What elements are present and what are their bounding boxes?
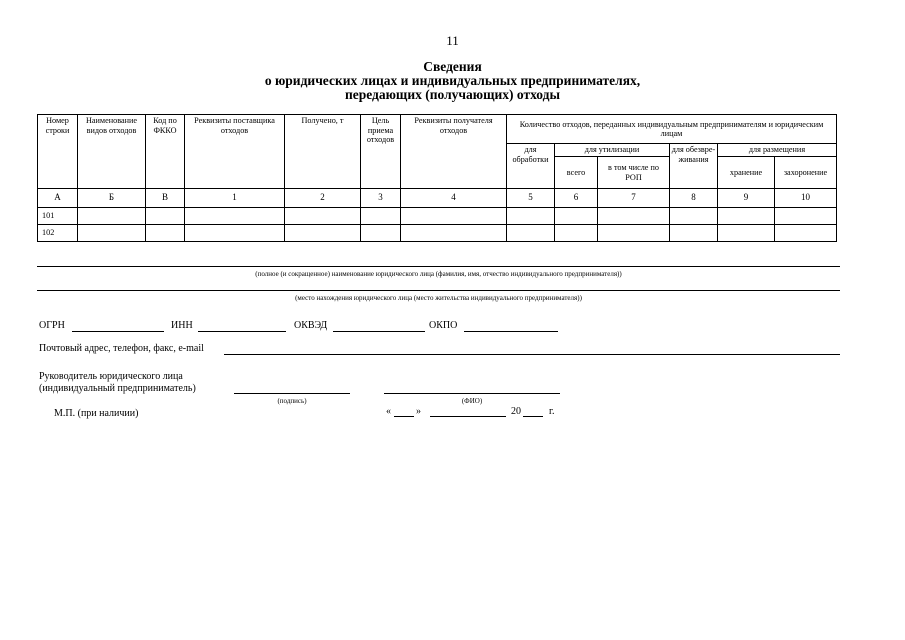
head-label-line-1: Руководитель юридического лица [39,371,183,382]
table-cell[interactable] [401,208,507,225]
title-line-3: передающих (получающих) отходы [344,87,561,102]
index-cell: А [38,189,78,208]
inn-label: ИНН [171,320,193,331]
table-row [38,225,837,242]
table-cell[interactable] [718,225,775,242]
header-waste-name: Наименование видов отходов [78,115,146,189]
full-name-caption: (полное (и сокращенное) наименование юридического лица (фамилия, имя, отчество индивидуального предпринимателя)) [255,270,622,278]
location-line[interactable] [37,290,840,291]
index-cell: 4 [401,189,507,208]
full-name-line[interactable] [37,266,840,267]
column-index-row [38,189,837,208]
row-number-cell: 102 [38,225,78,242]
table-cell[interactable] [146,225,185,242]
header-quantity-transferred: Количество отходов, переданных индивидуальным предпринимателям и юридическим лицам [507,115,837,144]
fio-field[interactable] [384,393,560,394]
header-for-neutralization: для обезвре-живания [670,144,718,189]
header-for-utilization: для утилизации [555,144,670,157]
inn-field[interactable] [198,331,286,332]
table-cell[interactable] [78,208,146,225]
okved-label: ОКВЭД [294,320,328,331]
index-cell: 8 [670,189,718,208]
signature-field[interactable] [234,393,350,394]
table-row [38,208,837,225]
date-quote-open: « [386,406,391,417]
table-cell[interactable] [146,208,185,225]
header-recipient-details: Реквизиты получателя отходов [401,115,507,189]
index-cell: В [146,189,185,208]
location-caption: (место нахождения юридического лица (место жительства индивидуального предпринимателя)) [295,294,582,302]
index-cell: 5 [507,189,555,208]
index-cell: 10 [775,189,837,208]
table-cell[interactable] [401,225,507,242]
okpo-label: ОКПО [429,320,458,331]
table-cell[interactable] [718,208,775,225]
header-fkko-code: Код по ФККО [146,115,185,189]
title-line-2: о юридических лицах и индивидуальных предпринимателях, [264,73,641,88]
table-cell[interactable] [285,208,361,225]
okved-field[interactable] [333,331,425,332]
index-cell: 1 [185,189,285,208]
table-cell[interactable] [775,225,837,242]
date-year-field[interactable] [523,416,543,417]
header-row-number: Номер строки [38,115,78,189]
header-supplier-details: Реквизиты поставщика отходов [185,115,285,189]
ogrn-label: ОГРН [39,320,65,331]
table-cell[interactable] [185,225,285,242]
seal-label: М.П. (при наличии) [54,408,139,419]
index-cell: 2 [285,189,361,208]
date-day-field[interactable] [394,416,414,417]
header-placement-burial: захоронение [775,157,837,189]
table-cell[interactable] [78,225,146,242]
index-cell: 9 [718,189,775,208]
signature-caption: (подпись) [277,397,307,405]
index-cell: 6 [555,189,598,208]
table-cell[interactable] [185,208,285,225]
ogrn-field[interactable] [72,331,164,332]
header-placement-storage: хранение [718,157,775,189]
header-for-placement: для размещения [718,144,837,157]
page-number: 11 [446,33,459,48]
postal-address-label: Почтовый адрес, телефон, факс, e-mail [39,343,204,354]
table-cell[interactable] [598,208,670,225]
table-cell[interactable] [507,208,555,225]
table-cell[interactable] [555,208,598,225]
table-cell[interactable] [555,225,598,242]
date-year-prefix: 20 [511,406,521,417]
page-title [0,60,905,102]
header-for-processing: для обработки [507,144,555,189]
table-cell[interactable] [361,225,401,242]
header-purpose: Цель приема отходов [361,115,401,189]
head-label-line-2: (индивидуальный предприниматель) [39,383,196,394]
title-line-1: Сведения [423,59,482,74]
waste-transfer-table [37,114,837,242]
row-number-cell: 101 [38,208,78,225]
table-cell[interactable] [507,225,555,242]
table-cell[interactable] [775,208,837,225]
header-utilization-rop: в том числе по РОП [598,157,670,189]
table-cell[interactable] [670,208,718,225]
table-cell[interactable] [285,225,361,242]
table-cell[interactable] [598,225,670,242]
header-received: Получено, т [285,115,361,189]
fio-caption: (ФИО) [461,397,483,405]
okpo-field[interactable] [464,331,558,332]
index-cell: 7 [598,189,670,208]
date-year-suffix: г. [549,406,555,417]
table-cell[interactable] [361,208,401,225]
date-quote-close: » [416,406,421,417]
table-cell[interactable] [670,225,718,242]
header-utilization-total: всего [555,157,598,189]
index-cell: Б [78,189,146,208]
index-cell: 3 [361,189,401,208]
postal-address-field[interactable] [224,354,840,355]
date-month-field[interactable] [430,416,506,417]
